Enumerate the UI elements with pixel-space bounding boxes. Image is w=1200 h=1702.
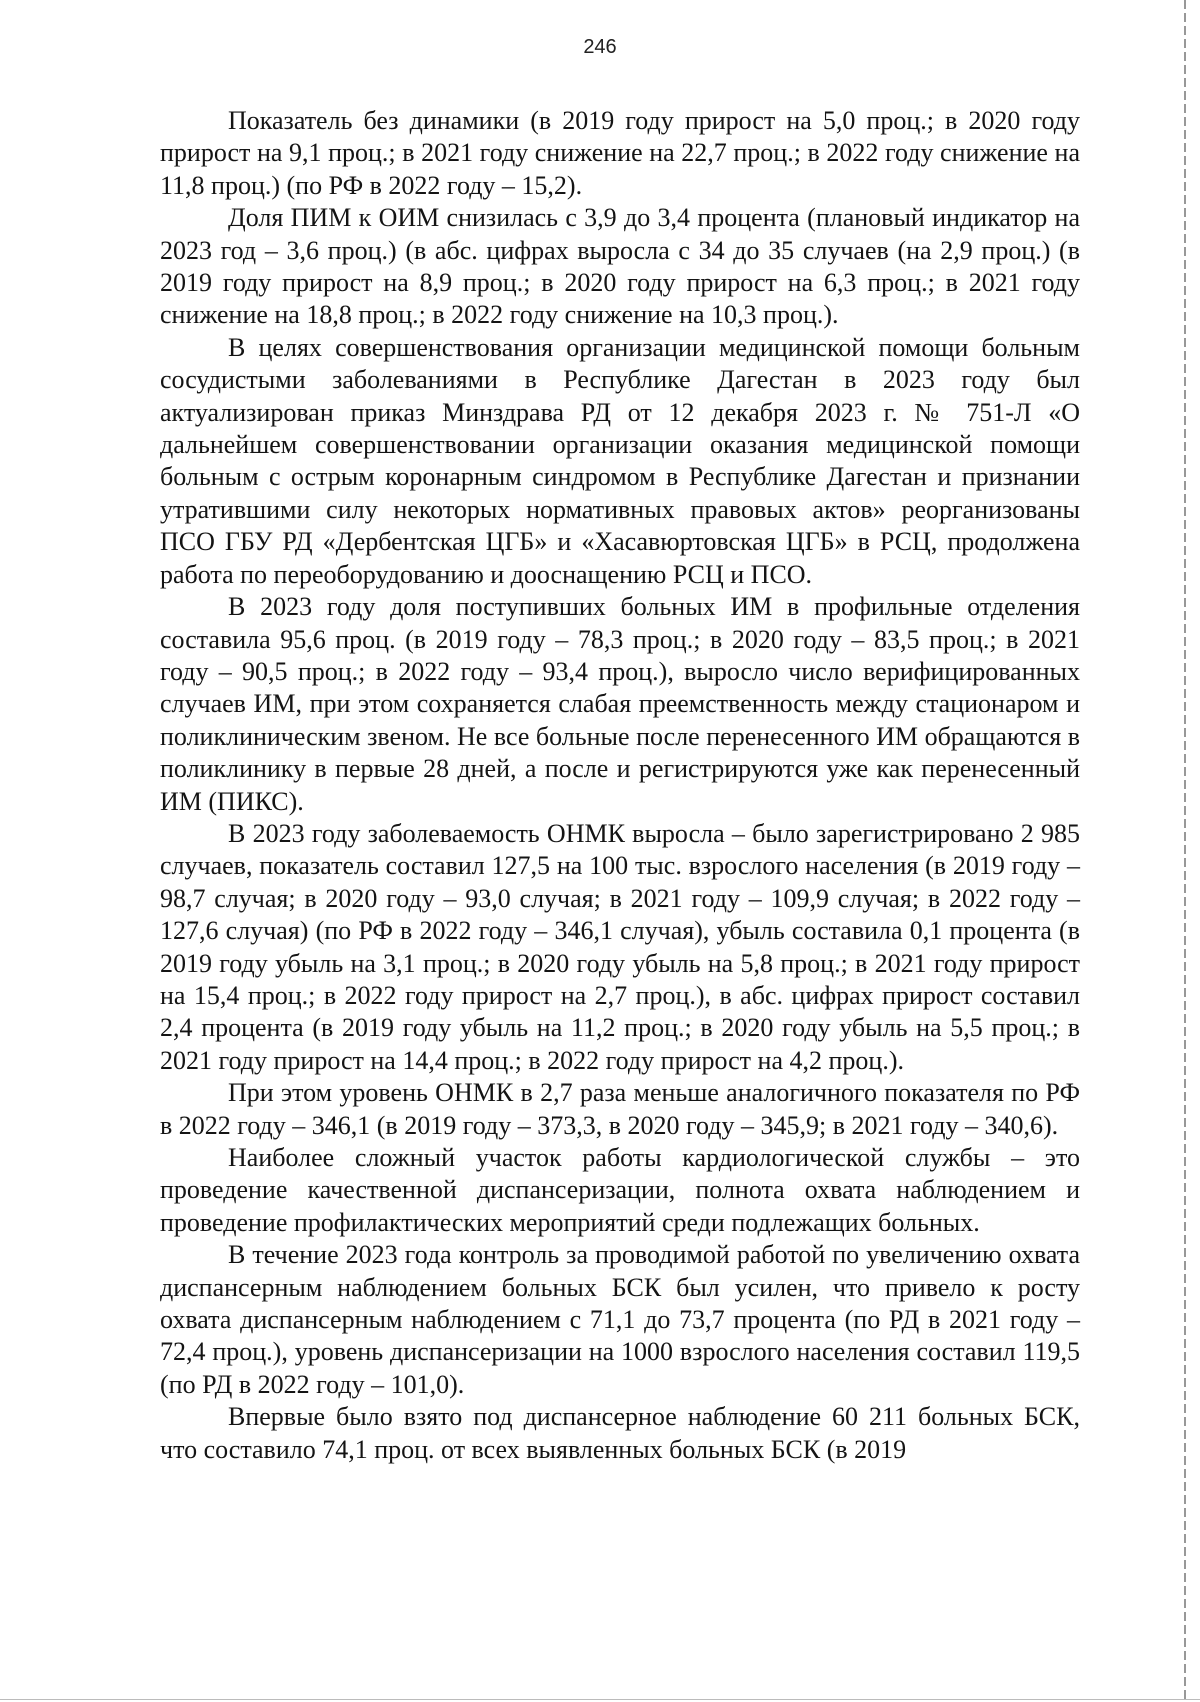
paragraph-4: В 2023 году доля поступивших больных ИМ в профильные отделения составила 95,6 проц. (в 2019 году – 78,3 проц.; в 2020 году – 83,5 проц.; в 2021 году – 90,5 проц.; в 2022 году – 93,4 проц.), выросло число верифицированных случаев ИМ, при этом сохраняется слабая преемственность между стационаром и поликлиническим звеном. Не все больные после перенесенного ИМ обращаются в поликлинику в первые 28 дней, а после и регистрируются уже как перенесенный ИМ (ПИКС). <box>160 592 1080 816</box>
paragraph-7: Наиболее сложный участок работы кардиологической службы – это проведение качественной диспансеризации, полнота охвата наблюдением и проведение профилактических мероприятий среди подлежащих больных. <box>160 1143 1080 1237</box>
document-body <box>160 105 1080 1466</box>
paragraph-2: Доля ПИМ к ОИМ снизилась с 3,9 до 3,4 процента (плановый индикатор на 2023 год – 3,6 проц.) (в абс. цифрах выросла с 34 до 35 случаев (на 2,9 проц.) (в 2019 году прирост на 8,9 проц.; в 2020 году прирост на 6,3 проц.; в 2021 году снижение на 18,8 проц.; в 2022 году снижение на 10,3 проц.). <box>160 203 1080 330</box>
page-number: 246 <box>583 36 617 58</box>
paragraph-5: В 2023 году заболеваемость ОНМК выросла – было зарегистрировано 2 985 случаев, показатель составил 127,5 на 100 тыс. взрослого населения (в 2019 году – 98,7 случая; в 2020 году – 93,0 случая; в 2021 году – 109,9 случая; в 2022 году – 127,6 случая) (по РФ в 2022 году – 346,1 случая), убыль составила 0,1 процента (в 2019 году убыль на 3,1 проц.; в 2020 году убыль на 5,8 проц.; в 2021 году прирост на 15,4 проц.; в 2022 году прирост на 2,7 проц.), в абс. цифрах прирост составил 2,4 процента (в 2019 году убыль на 11,2 проц.; в 2020 году убыль на 5,5 проц.; в 2021 году прирост на 14,4 проц.; в 2022 году прирост на 4,2 проц.). <box>160 818 1080 1075</box>
paragraph-8: В течение 2023 года контроль за проводимой работой по увеличению охвата диспансерным наблюдением больных БСК был усилен, что привело к росту охвата диспансерным наблюдением с 71,1 до 73,7 процента (по РД в 2021 году – 72,4 проц.), уровень диспансеризации на 1000 взрослого населения составил 119,5 (по РД в 2022 году – 101,0). <box>160 1240 1080 1399</box>
paragraph-3: В целях совершенствования организации медицинской помощи больным сосудистыми заболеваниями в Республике Дагестан в 2023 году был актуализирован приказ Минздрава РД от 12 декабря 2023 г. № 751-Л «О дальнейшем совершенствовании организации оказания медицинской помощи больным с острым коронарным синдромом в Республике Дагестан и признании утратившими силу некоторых нормативных правовых актов» реорганизованы ПСО ГБУ РД «Дербентская ЦГБ» и «Хасавюртовская ЦГБ» в РСЦ, продолжена работа по переоборудованию и дооснащению РСЦ и ПСО. <box>160 332 1080 589</box>
scan-edge-border <box>1184 0 1186 1702</box>
paragraph-1: Показатель без динамики (в 2019 году прирост на 5,0 проц.; в 2020 году прирост на 9,1 проц.; в 2021 году снижение на 22,7 проц.; в 2022 году снижение на 11,8 проц.) (по РФ в 2022 году – 15,2). <box>160 106 1080 200</box>
paragraph-9: Впервые было взято под диспансерное наблюдение 60 211 больных БСК, что составило 74,1 проц. от всех выявленных больных БСК (в 2019 <box>160 1402 1080 1464</box>
scan-bottom-border <box>0 1699 1200 1700</box>
paragraph-6: При этом уровень ОНМК в 2,7 раза меньше аналогичного показателя по РФ в 2022 году – 346,1 (в 2019 году – 373,3, в 2020 году – 345,9; в 2021 году – 340,6). <box>160 1078 1080 1140</box>
